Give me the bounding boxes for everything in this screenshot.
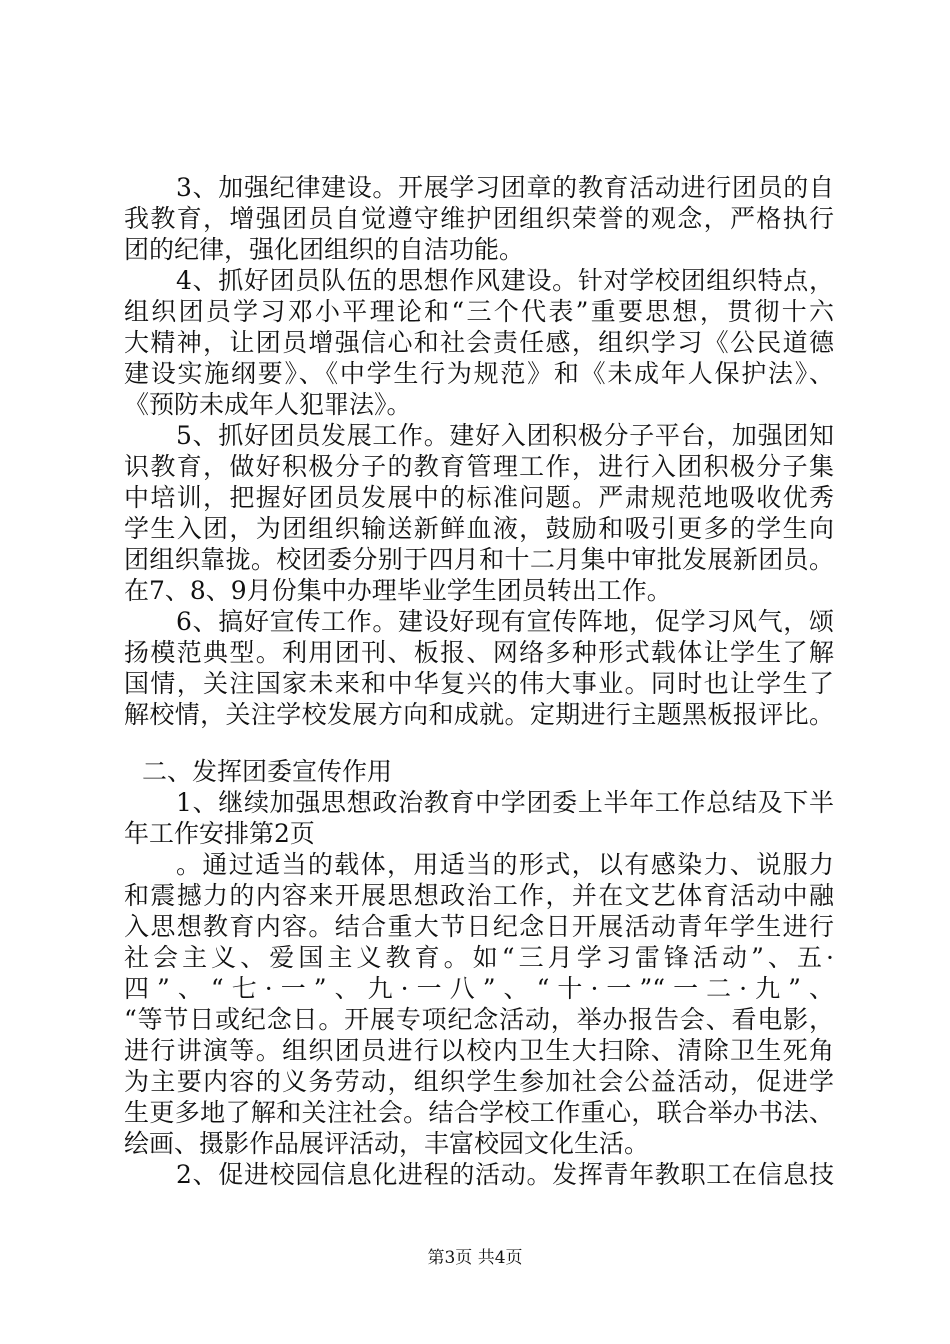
page-footer: 第3页 共4页 [427, 1248, 523, 1268]
text-line: 入思想教育内容。结合重大节日纪念日开展活动青年学生进行 [124, 912, 834, 941]
text-line: 5、抓好团员发展工作。建好入团积极分子平台，加强团知 [176, 421, 834, 450]
text-line: 4、抓好团员队伍的思想作风建设。针对学校团组织特点， [176, 266, 834, 295]
text-line: 四”、“七·一”、九·一八”、“十·一”“一二·九”、 [124, 974, 834, 1003]
paragraph-s2 [124, 1159, 834, 1190]
document-body [124, 172, 834, 1190]
text-line: “等节日或纪念日。开展专项纪念活动，举办报告会、看电影， [124, 1005, 834, 1034]
text-line: 绘画、摄影作品展评活动，丰富校园文化生活。 [124, 1129, 650, 1158]
text-line: 扬模范典型。利用团刊、板报、网络多种形式载体让学生了解 [124, 638, 834, 667]
text-line: 年工作安排第2页 [124, 819, 315, 848]
text-line: 学生入团，为团组织输送新鲜血液，鼓励和吸引更多的学生向 [124, 514, 834, 543]
section-spacer [124, 730, 834, 756]
paragraph-s1-continued [124, 849, 834, 1159]
text-line: 。通过适当的载体，用适当的形式，以有感染力、说服力 [176, 850, 834, 879]
text-line: 解校情，关注学校发展方向和成就。定期进行主题黑板报评比。 [124, 700, 834, 729]
paragraph-4 [124, 265, 834, 420]
text-line: 1、继续加强思想政治教育中学团委上半年工作总结及下半 [176, 788, 834, 817]
text-line: 在7、8、9月份集中办理毕业学生团员转出工作。 [124, 576, 672, 605]
paragraph-3 [124, 172, 834, 265]
text-line: 3、加强纪律建设。开展学习团章的教育活动进行团员的自 [176, 173, 834, 202]
text-line: 6、搞好宣传工作。建设好现有宣传阵地，促学习风气，颂 [176, 607, 834, 636]
text-line: 进行讲演等。组织团员进行以校内卫生大扫除、清除卫生死角 [124, 1036, 834, 1065]
paragraph-s1 [124, 787, 834, 849]
text-line: 识教育，做好积极分子的教育管理工作，进行入团积极分子集 [124, 452, 834, 481]
text-line: 生更多地了解和关注社会。结合学校工作重心，联合举办书法、 [124, 1098, 834, 1127]
text-line: 《预防未成年人犯罪法》。 [124, 390, 412, 419]
text-line: 建设实施纲要》、《中学生行为规范》和《未成年人保护法》、 [124, 359, 834, 388]
text-line: 我教育，增强团员自觉遵守维护团组织荣誉的观念，严格执行 [124, 204, 834, 233]
text-line: 和震撼力的内容来开展思想政治工作，并在文艺体育活动中融 [124, 881, 834, 910]
text-line: 国情，关注国家未来和中华复兴的伟大事业。同时也让学生了 [124, 669, 834, 698]
text-line: 团的纪律，强化团组织的自洁功能。 [124, 235, 525, 264]
text-line: 为主要内容的义务劳动，组织学生参加社会公益活动，促进学 [124, 1067, 834, 1096]
text-line: 团组织靠拢。校团委分别于四月和十二月集中审批发展新团员。 [124, 545, 834, 574]
text-line: 大精神，让团员增强信心和社会责任感，组织学习《公民道德 [124, 328, 834, 357]
paragraph-5 [124, 420, 834, 606]
text-line: 组织团员学习邓小平理论和“三个代表”重要思想，贯彻十六 [124, 297, 834, 326]
text-line: 中培训，把握好团员发展中的标准问题。严肃规范地吸收优秀 [124, 483, 834, 512]
section-heading: 二、发挥团委宣传作用 [142, 757, 393, 786]
paragraph-6 [124, 606, 834, 730]
text-line: 2、促进校园信息化进程的活动。发挥青年教职工在信息技 [176, 1160, 834, 1189]
text-line: 社会主义、爱国主义教育。如“三月学习雷锋活动”、五· [124, 943, 834, 972]
